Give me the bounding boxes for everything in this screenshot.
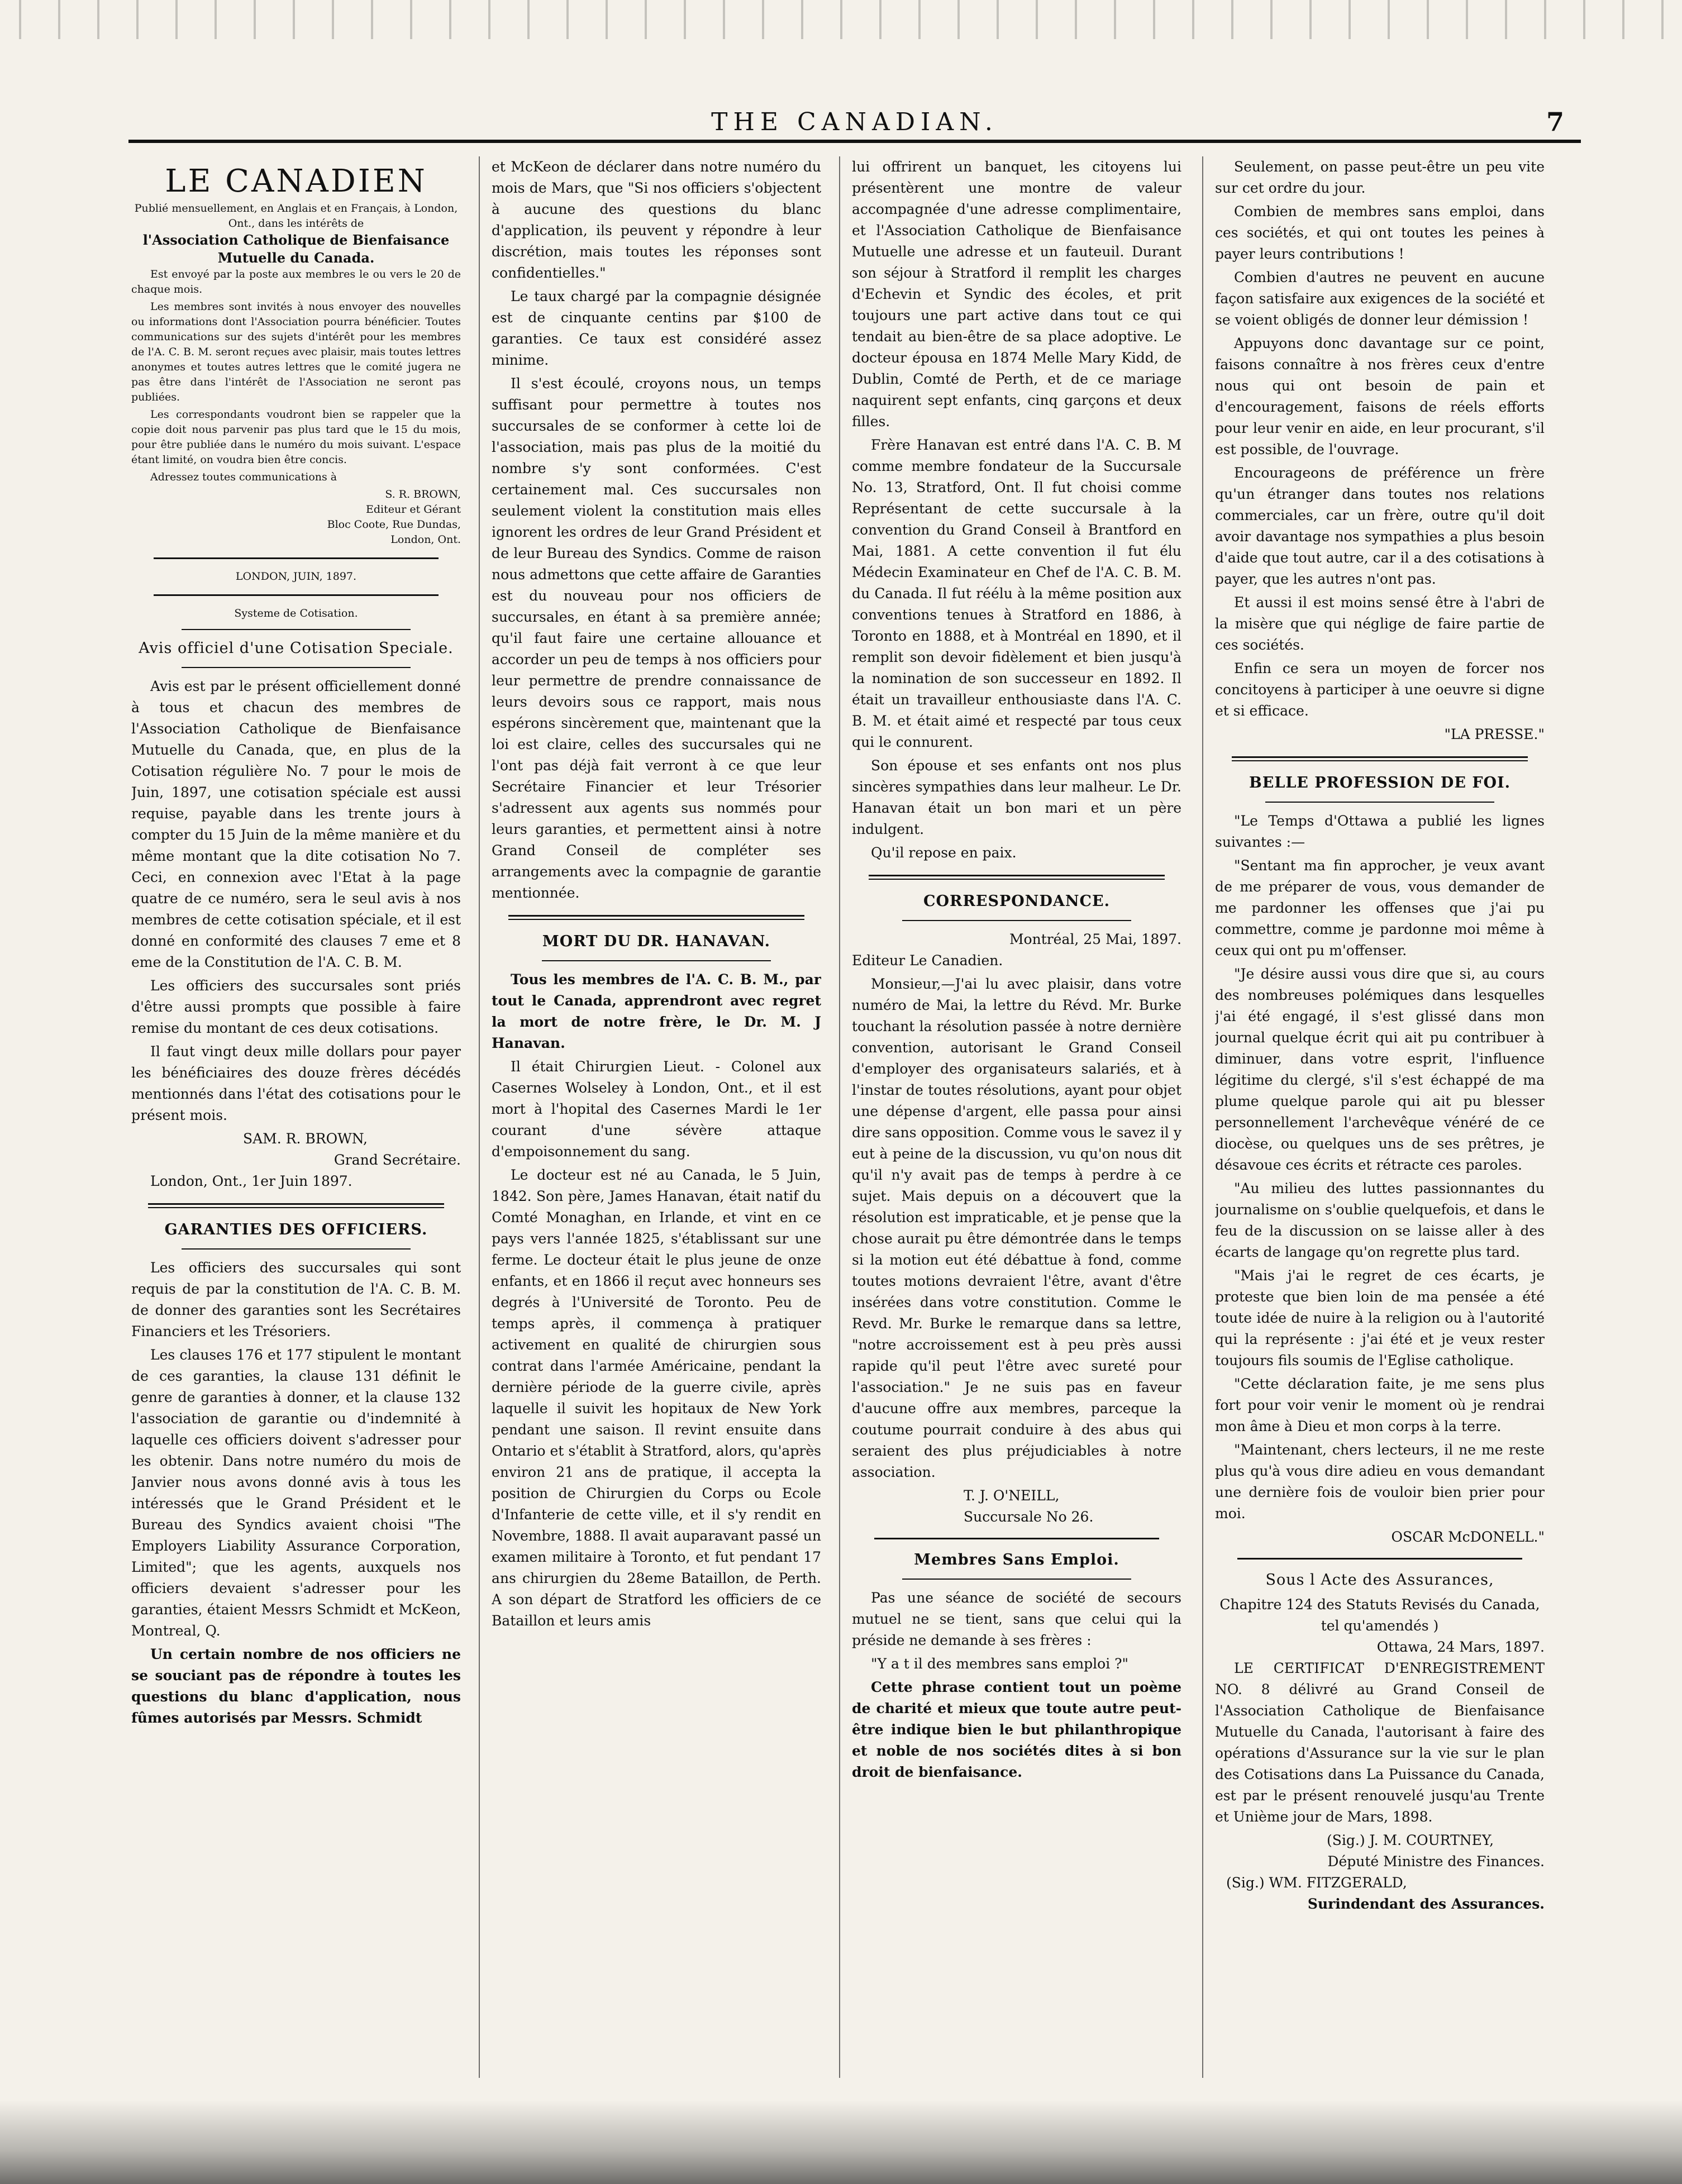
masthead: LE CANADIEN [165, 163, 427, 199]
page-header [128, 103, 1581, 142]
article-paragraph: lui offrirent un banquet, les citoyens lui présentèrent une montre de valeur accompagnée d'une adresse complimentaire, et l'Association Catholique de Bienfaisance Mutuelle une adresse et un fauteuil. Durant son séjour à Stratford il remplit les charges d'Echevin et Syndic des écoles, et prit toujours une part active dans tout ce qui tendait au bien-être de sa place adoptive. Le docteur épousa en 1874 Melle Mary Kidd, de Dublin, Comté de Perth, et de ce mariage naquirent sept enfants, cinq garçons et deux filles. [852, 159, 1181, 430]
section-heading: Sous l Acte des Assurances, [1265, 1571, 1494, 1589]
notice-text: Est envoyé par la poste aux membres le ou vers le 20 de chaque mois. [131, 268, 461, 295]
article-paragraph: Il était Chirurgien Lieut. - Colonel aux Casernes Wolseley à London, Ont., et il est mort à l'hopital des Casernes Mardi le 1er courant d'une sévère attaque d'empoisonnement du sang. [492, 1058, 821, 1160]
notice-text: Adressez toutes communications à [150, 471, 337, 483]
divider [154, 557, 439, 559]
article-paragraph: et McKeon de déclarer dans notre numéro du mois de Mars, que "Si nos officiers s'objectent à aucune des questions du blanc d'application, ils peuvent y répondre à leur discrétion, mais toutes les réponses sont confidentielles." [492, 159, 821, 281]
chapter-reference: Chapitre 124 des Statuts Revisés du Canada, tel qu'amendés ) [1219, 1596, 1540, 1634]
editor-address: Bloc Coote, Rue Dundas, [327, 518, 461, 531]
divider [182, 1248, 411, 1250]
article-paragraph: Le docteur est né au Canada, le 5 Juin, 1842. Son père, James Hanavan, était natif du Comté Monaghan, en Irlande, et vint en ce pays vers l'année 1825, s'établissant sur une ferme. Le docteur était le plus jeune de onze enfants, et en 1866 il reçut avec honneurs ses degrés à l'Université de Toronto. Peu de temps après, il commença à pratiquer activement en qualité de chirurgien sous contrat dans l'armée Américaine, pendant la dernière période de la guerre civile, après laquelle il suivit les hopitaux de New York pendant une saison. Il revint ensuite dans Ontario et s'établit à Stratford, alors, qu'après environ 21 ans de pratique, il accepta la position de Chirurgien du Corps ou Ecole d'Infanterie de cette ville, et il s'y rendit en Novembre, 1888. Il avait auparavant passé un examen militaire à Toronto, et fut pendant 17 ans chirurgien du 28eme Bataillon, de Perth. A son départ de Stratford les officiers de ce Bataillon et leurs amis [492, 1167, 821, 1629]
page-number: 7 [1546, 107, 1564, 137]
divider [902, 920, 1131, 921]
scan-noise-top [0, 0, 1682, 39]
divider [902, 1579, 1131, 1580]
article-paragraph: "Je désire aussi vous dire que si, au cours des nombreuses polémiques dans lesquelles j'ai été engagé, il s'est glissé dans mon journal quelque écrit qui ait pu contribuer à diminuer, dans votre esprit, l'influence légitime du clergé, s'il s'est échappé de ma plume quelque parole qui ait pu blesser personnellement l'archevêque vénéré de ce diocèse, ou quelques uns de ses prêtres, je désavoue ces écrits et rétracte ces paroles. [1215, 966, 1545, 1173]
divider [1237, 1558, 1522, 1560]
article-paragraph: Seulement, on passe peut-être un peu vite sur cet ordre du jour. [1215, 159, 1545, 196]
article-paragraph: "Au milieu des luttes passionnantes du journalisme on s'oublie quelquefois, et dans le feu de la discussion on se laisse aller à des écarts de langage qu'on regrette plus tard. [1215, 1180, 1545, 1260]
header-rule [128, 140, 1581, 143]
section-heading: BELLE PROFESSION DE FOI. [1249, 774, 1511, 791]
signature-name: T. J. O'NEILL, [964, 1487, 1060, 1504]
signature-title: Grand Secrétaire. [333, 1152, 461, 1168]
divider [542, 960, 771, 961]
article-paragraph: Combien de membres sans emploi, dans ces sociétés, et qui ont toutes les peines à payer leurs contributions ! [1215, 203, 1545, 262]
signature-name: (Sig.) J. M. COURTNEY, [1327, 1832, 1494, 1848]
article-paragraph: Tous les membres de l'A. C. B. M., par tout le Canada, apprendront avec regret la mort de notre frère, le Dr. M. J Hanavan. [492, 971, 821, 1051]
notice-text: Les correspondants voudront bien se rappeler que la copie doit nous parvenir pas plus tard que le 15 du mois, pour être publiée dans le numéro du mois suivant. L'espace étant limité, on voudra bien être concis. [131, 408, 461, 466]
column-divider [839, 156, 840, 2078]
editor-city: London, Ont. [390, 533, 461, 546]
editor-title: Editeur et Gérant [366, 503, 461, 516]
publisher-line: Publié mensuellement, en Anglais et en Français, à London, Ont., dans les intérêts de [134, 202, 458, 230]
signature-title: Succursale No 26. [964, 1509, 1094, 1525]
divider [874, 1538, 1159, 1539]
column-4 [1215, 156, 1545, 2078]
article-paragraph: "Maintenant, chers lecteurs, il ne me reste plus qu'à vous dire adieu en vous demandant une dernière fois de vouloir bien prier pour moi. [1215, 1442, 1545, 1522]
column-3 [852, 156, 1181, 2078]
divider [148, 1203, 444, 1208]
article-paragraph: Et aussi il est moins sensé être à l'abri de la misère que qui néglige de faire partie de ces sociétés. [1215, 594, 1545, 653]
dateline: Montréal, 25 Mai, 1897. [1009, 931, 1181, 947]
signature-title: Surindendant des Assurances. [1307, 1896, 1545, 1912]
divider [154, 594, 439, 596]
certificate-text: LE CERTIFICAT D'ENREGISTREMENT NO. 8 délivré au Grand Conseil de l'Association Catholique de Bienfaisance Mutuelle du Canada, l'autorisant à faire des opérations d'Assurance sur la vie sur le plan des Cotisations dans La Puissance du Canada, est par le présent renouvelé jusqu'au Trente et Unième jour de Mars, 1898. [1215, 1660, 1545, 1825]
scan-noise-bottom [0, 2100, 1682, 2184]
article-paragraph: Un certain nombre de nos officiers ne se souciant pas de répondre à toutes les questions du blanc d'application, nous fûmes autorisés par Messrs. Schmidt [131, 1646, 461, 1726]
signature-name: (Sig.) WM. FITZGERALD, [1226, 1875, 1407, 1891]
section-heading: MORT DU DR. HANAVAN. [542, 933, 771, 950]
section-heading: GARANTIES DES OFFICIERS. [164, 1221, 428, 1238]
article-paragraph: Son épouse et ses enfants ont nos plus sincères sympathies dans leur malheur. Le Dr. Hanavan était un bon mari et un père indulgent. [852, 757, 1181, 837]
association-name: l'Association Catholique de Bienfaisance Mutuelle du Canada. [142, 232, 450, 266]
divider [1232, 756, 1528, 761]
article-paragraph: Encourageons de préférence un frère qu'un étranger dans toutes nos relations commerciales, car un frère, outre qu'il doit avoir davantage nos sympathies a plus besoin d'aide que tout autre, car il a des cotisations à payer, que les autres n'ont pas. [1215, 465, 1545, 587]
column-2 [492, 156, 821, 2078]
signature-name: SAM. R. BROWN, [243, 1131, 368, 1147]
article-paragraph: Avis est par le présent officiellement donné à tous et chacun des membres de l'Association Catholique de Bienfaisance Mutuelle du Canada, que, en plus de la Cotisation régulière No. 7 pour le mois de Juin, 1897, une cotisation spéciale est aussi requise, payable dans les trente jours à compter du 15 Juin de la même manière et du même montant que la dite cotisation No 7. Ceci, en connexion avec l'Etat à la page quatre de ce numéro, sera le seul avis à nos membres de cette cotisation spéciale, et il est donné en conformité des clauses 7 eme et 8 eme de la Constitution de l'A. C. B. M. [131, 678, 461, 970]
salutation: Editeur Le Canadien. [852, 952, 1003, 969]
article-paragraph: Le taux chargé par la compagnie désignée est de cinquante centins par $100 de garanties. Ce taux est considéré assez minime. [492, 288, 821, 368]
divider [869, 875, 1165, 880]
article-paragraph: "Le Temps d'Ottawa a publié les lignes suivantes :— [1215, 813, 1545, 850]
signature-title: Député Ministre des Finances. [1327, 1853, 1545, 1870]
divider [1265, 802, 1494, 803]
dateline: LONDON, JUIN, 1897. [235, 570, 357, 583]
signature-name: OSCAR McDONELL." [1391, 1529, 1545, 1545]
article-paragraph: Pas une séance de société de secours mutuel ne se tient, sans que celui qui la préside ne demande à ses frères : [852, 1590, 1181, 1648]
divider [182, 667, 411, 668]
section-heading: Membres Sans Emploi. [914, 1551, 1119, 1568]
article-paragraph: Monsieur,—J'ai lu avec plaisir, dans votre numéro de Mai, la lettre du Révd. Mr. Burke touchant la résolution passée à notre dernière convention, autorisant le Grand Conseil d'employer des organisateurs salariés, et à l'instar de toutes résolutions, ayant pour objet une dépense d'argent, elle passa pour ainsi dire sans opposition. Comme vous le savez il y eut à peine de la discussion, vu qu'on nous dit qu'il n'y avait pas de temps à perdre à ce sujet. Mais depuis on a découvert que la résolution est impraticable, et je pense que la chose aurait pu être démontrée dans le temps si la motion eut été débattue à fond, comme toutes motions devraient l'être, avant d'être insérées dans votre constitution. Comme le Revd. Mr. Burke le remarque dans sa lettre, "notre accroissement est à peu près aussi rapide qu'il peut l'être avec sureté pour l'association." Je ne suis pas en faveur d'aucune offre aux membres, parceque la coutume pourrait conduire à des abus qui seraient des plus préjudiciables à notre association. [852, 976, 1181, 1480]
article-paragraph: Combien d'autres ne peuvent en aucune façon satisfaire aux exigences de la société et se voient obligés de donner leur démission ! [1215, 269, 1545, 328]
dateline: Ottawa, 24 Mars, 1897. [1376, 1639, 1545, 1655]
article-paragraph: Qu'il repose en paix. [871, 845, 1017, 861]
article-paragraph: Les clauses 176 et 177 stipulent le montant de ces garanties, la clause 131 définit le genre de garanties à donner, et la clause 132 l'association de garantie ou d'indemnité à laquelle ces officiers doivent s'adresser pour les obtenir. Dans notre numéro du mois de Janvier nous avons donné avis à tous les intéressés que le Grand Président et le Bureau des Syndics avaient choisi "The Employers Liability Assurance Corporation, Limited"; que les agents, auxquels nos officiers devaient s'adresser pour les garanties, étaient Messrs Schmidt et McKeon, Montreal, Q. [131, 1347, 461, 1639]
column-divider [479, 156, 480, 2078]
article-paragraph: Il faut vingt deux mille dollars pour payer les bénéficiaires des douze frères décédés mentionnés dans l'état des cotisations pour le présent mois. [131, 1043, 461, 1123]
article-paragraph: Les officiers des succursales qui sont requis de par la constitution de l'A. C. B. M. de donner des garanties sont les Secrétaires Financiers et les Trésoriers. [131, 1260, 461, 1339]
article-paragraph: Les officiers des succursales sont priés d'être aussi prompts que possible à faire remise du montant de ces deux cotisations. [131, 977, 461, 1036]
article-paragraph: "Cette déclaration faite, je me sens plus fort pour voir venir le moment où je rendrai mon âme à Dieu et mon corps à la terre. [1215, 1376, 1545, 1434]
article-paragraph: Appuyons donc davantage sur ce point, faisons connaître à nos frères ceux d'entre nous qui ont besoin de pain et d'encouragement, faisons de réels efforts pour leur venir en aide, en leur procurant, s'il est possible, de l'ouvrage. [1215, 335, 1545, 457]
signature-date: London, Ont., 1er Juin 1897. [150, 1173, 352, 1189]
column-1 [131, 156, 461, 2078]
article-paragraph: "Mais j'ai le regret de ces écarts, je proteste que bien loin de ma pensée a été toute idée de nuire à la religion ou à l'autorité qui la représente : j'ai été et je veux rester toujours fils soumis de l'Eglise catholique. [1215, 1267, 1545, 1368]
editor-name: S. R. BROWN, [385, 488, 461, 500]
article-paragraph: Enfin ce sera un moyen de forcer nos concitoyens à participer à une oeuvre si digne et si efficace. [1215, 660, 1545, 719]
notice-text: Les membres sont invités à nous envoyer des nouvelles ou informations dont l'Association pourra bénéficier. Toutes communications sur des sujets d'intérêt pour les membres de l'A. C. B. M. seront reçues avec plaisir, mais toutes lettres anonymes et toutes autres lettres que le comité jugera ne pas être dans l'intérêt de l'Association ne seront pas publiées. [131, 301, 461, 403]
column-divider [1202, 156, 1203, 2078]
section-label: Systeme de Cotisation. [234, 607, 358, 619]
article-paragraph: "Sentant ma fin approcher, je veux avant de me préparer de vous, vous demander de me pardonner les offenses que j'ai pu commettre, comme je pardonne moi même à ceux qui ont pu m'offenser. [1215, 857, 1545, 959]
article-paragraph: Il s'est écoulé, croyons nous, un temps suffisant pour permettre à toutes nos succursales de se conformer à cette loi de l'association, mais pas plus de la moitié du nombre s'y sont conformées. C'est certainement mal. Ces succursales non seulement violent la constitution mais elles ignorent les ordres de leur Grand Président et de leur Bureau des Syndics. Comme de raison nous admettons que cette affaire de Garanties est du nouveau pour nos officiers de succursales, en étant à sa première année; qu'il faut faire une certaine allouance et accorder un peu de temps à nos officiers pour leur permettre de prendre connaissance de leurs devoirs sous ce rapport, mais nous espérons sincèrement que, maintenant que la loi est claire, celles des succursales qui ne l'ont pas déjà fait verront à ce que leur Secrétaire Financier et leur Trésorier s'adressent aux agents sus nommés pour leurs garanties, et permettent ainsi à notre Grand Conseil de compléter ses arrangements avec la compagnie de garantie mentionnée. [492, 375, 821, 901]
divider [182, 629, 411, 630]
section-heading: Avis officiel d'une Cotisation Speciale. [139, 640, 454, 657]
divider [508, 915, 804, 920]
article-paragraph: Frère Hanavan est entré dans l'A. C. B. M comme membre fondateur de la Succursale No. 13, Stratford, Ont. Il fut choisi comme Représentant de cette succursale à la convention du Grand Conseil à Brantford en Mai, 1881. A cette convention il fut élu Médecin Examinateur en Chef de l'A. C. B. M. du Canada. Il fut réélu à la même position aux conventions tenues à Stratford en 1886, à Toronto en 1888, et à Montréal en 1890, et il remplit son devoir fidèlement et bien jusqu'à la nomination de son successeur en 1892. Il était un travailleur enthousiaste dans l'A. C. B. M. et était aimé et respecté par tous ceux qui le connurent. [852, 437, 1181, 750]
section-heading: CORRESPONDANCE. [923, 893, 1110, 910]
article-paragraph: "Y a t il des membres sans emploi ?" [871, 1656, 1129, 1672]
article-paragraph: Cette phrase contient tout un poème de charité et mieux que toute autre peut-être indique bien le but philanthropique et noble de nos sociétés dites à si bon droit de bienfaisance. [852, 1679, 1181, 1780]
page-title: THE CANADIAN. [711, 108, 998, 136]
source-credit: "LA PRESSE." [1444, 726, 1545, 742]
